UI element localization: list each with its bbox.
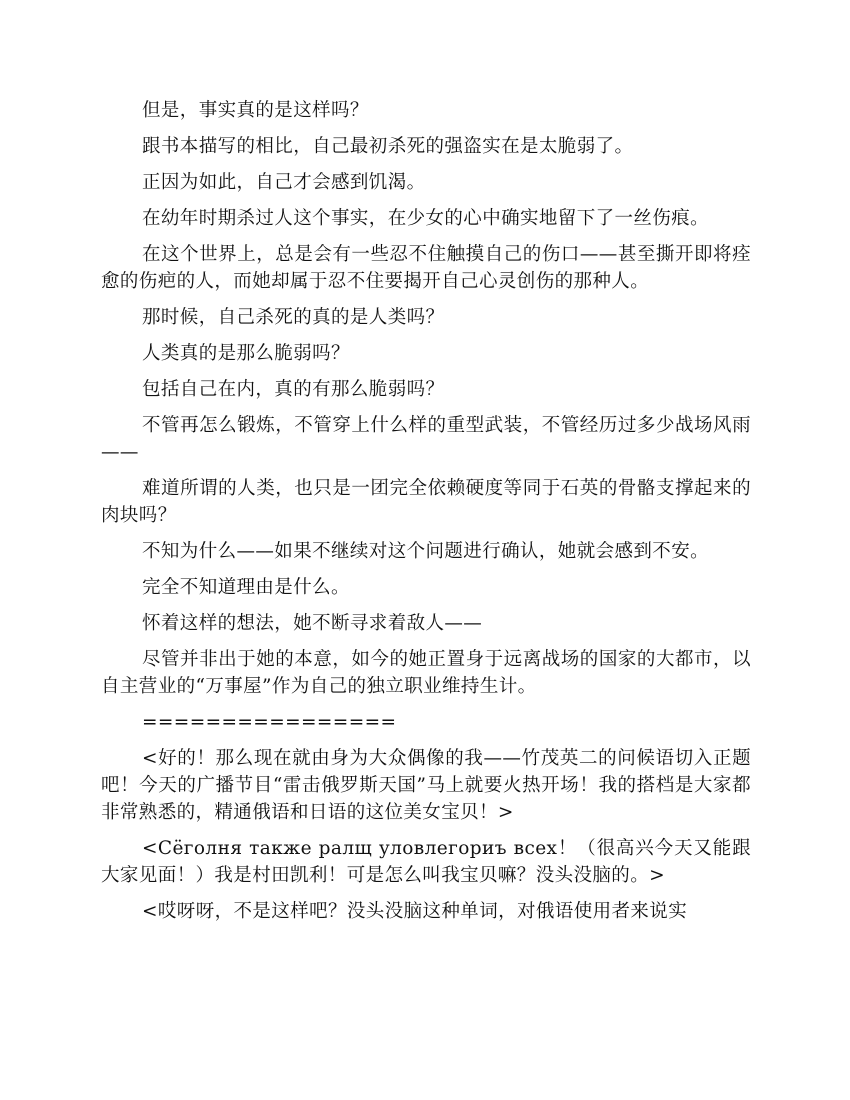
paragraph: 人类真的是那么脆弱吗？ (142, 343, 350, 364)
section-separator: ================ (142, 712, 397, 733)
paragraph: 不知为什么——如果不继续对这个问题进行确认，她就会感到不安。 (142, 541, 710, 562)
paragraph: 不管再怎么锻炼，不管穿上什么样的重型武装，不管经历过多少战场风雨—— (101, 415, 751, 463)
paragraph: 跟书本描写的相比，自己最初杀死的强盗实在是太脆弱了。 (142, 136, 634, 157)
paragraph: 在这个世界上，总是会有一些忍不住触摸自己的伤口——甚至撕开即将痊愈的伤疤的人，而她却属于忍不住要揭开自己心灵创伤的那种人。 (101, 244, 751, 292)
paragraph: 在幼年时期杀过人这个事实，在少女的心中确实地留下了一丝伤痕。 (142, 208, 710, 229)
paragraph: 但是，事实真的是这样吗？ (142, 100, 369, 121)
paragraph: 包括自己在内，真的有那么脆弱吗？ (142, 379, 445, 400)
paragraph: 正因为如此，自己才会感到饥渴。 (142, 172, 426, 193)
paragraph: 难道所谓的人类，也只是一团完全依赖硬度等同于石英的骨骼支撑起来的肉块吗？ (101, 478, 751, 526)
dialogue-paragraph: <哎呀呀，不是这样吧？没头没脑这种单词，对俄语使用者来说实 (142, 901, 688, 922)
paragraph: 那时候，自己杀死的真的是人类吗？ (142, 307, 445, 328)
paragraph: 怀着这样的想法，她不断寻求着敌人—— (142, 613, 483, 634)
document-body (101, 97, 751, 934)
dialogue-paragraph: <Сёголня также ралщ уловлегориъ всех！（很高兴今天又能跟大家见面！）我是村田凯利！可是怎么叫我宝贝嘛？没头没脑的。> (101, 838, 751, 886)
paragraph: 完全不知道理由是什么。 (142, 577, 350, 598)
dialogue-paragraph: <好的！那么现在就由身为大众偶像的我——竹茂英二的问候语切入正题吧！今天的广播节目“雷击俄罗斯天国”马上就要火热开场！我的搭档是大家都非常熟悉的，精通俄语和日语的这位美女宝贝！> (101, 748, 751, 823)
paragraph: 尽管并非出于她的本意，如今的她正置身于远离战场的国家的大都市，以自主营业的“万事屋”作为自己的独立职业维持生计。 (101, 649, 751, 697)
